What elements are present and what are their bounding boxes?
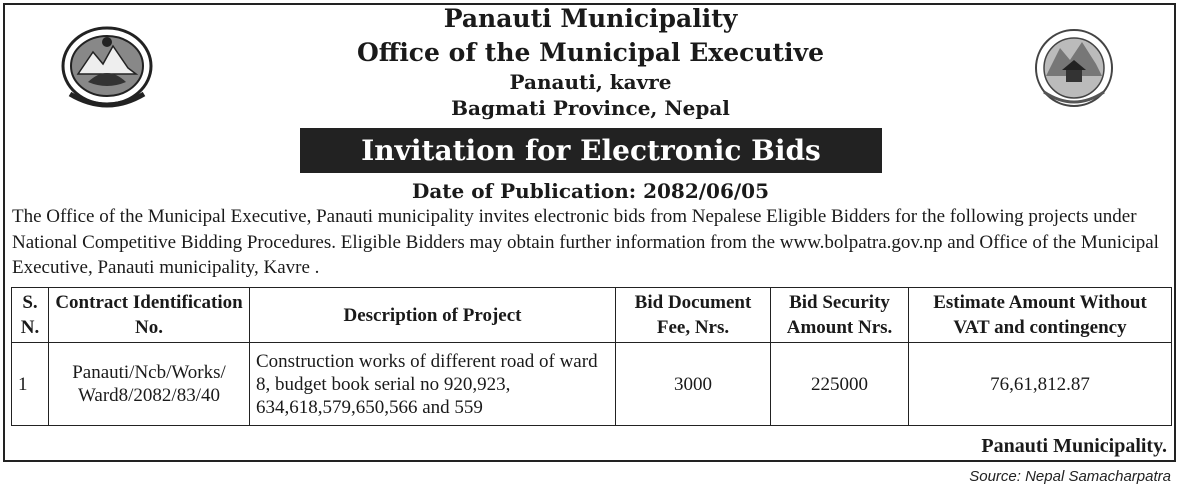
publication-date: Date of Publication: 2082/06/05 [411, 179, 770, 203]
municipality-title: Panauti Municipality [443, 4, 738, 33]
cell-fee: 3000 [616, 343, 771, 426]
cell-estimate: 76,61,812.87 [909, 343, 1172, 426]
header-fee: Bid Document Fee, Nrs. [616, 288, 771, 343]
table-header-row [12, 288, 1172, 343]
header-contract-id: Contract Identification No. [49, 288, 250, 343]
source-credit: Source: Nepal Samacharpatra [969, 468, 1171, 485]
signoff: Panauti Municipality. [981, 435, 1167, 457]
notice-banner: Invitation for Electronic Bids [300, 128, 882, 173]
intro-paragraph: The Office of the Municipal Executive, Panauti municipality invites electronic bids from Nepalese Eligible Bidders for the following projects under National Competitive Bidding Procedures. Eligible Bidders may obtain further information from the www.bolpatra.gov.np and Office of the Municipal Executive, Panauti municipality, Kavre . [12, 206, 1159, 278]
office-title: Office of the Municipal Executive [357, 38, 824, 67]
header-description: Description of Project [250, 288, 616, 343]
cell-description: Construction works of different road of ward 8, budget book serial no 920,923, 634,618,579,650,566 and 559 [250, 343, 616, 426]
cell-security: 225000 [771, 343, 909, 426]
bids-table [11, 287, 1172, 426]
table-row [12, 343, 1172, 426]
cell-sn: 1 [12, 343, 49, 426]
province-line: Bagmati Province, Nepal [451, 96, 730, 120]
city-line: Panauti, kavre [509, 70, 672, 94]
header-estimate: Estimate Amount Without VAT and contingency [909, 288, 1172, 343]
header-sn: S. N. [12, 288, 49, 343]
header-security: Bid Security Amount Nrs. [771, 288, 909, 343]
cell-contract-id: Panauti/Ncb/Works/ Ward8/2082/83/40 [49, 343, 250, 426]
